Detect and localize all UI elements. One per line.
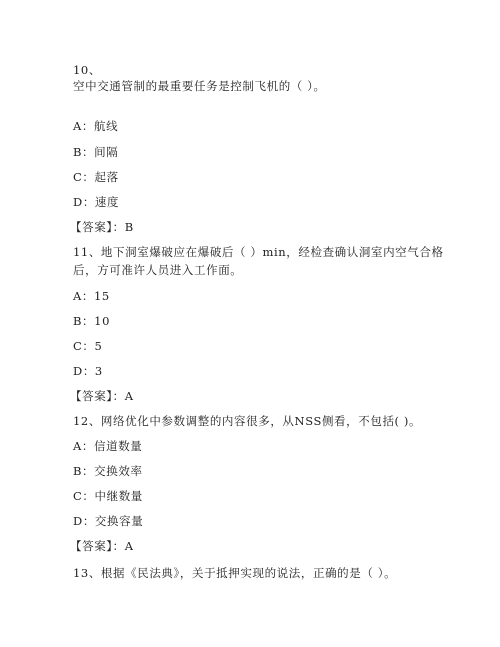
- question-10-option-d: D：速度: [73, 195, 120, 209]
- question-12-option-d: D：交换容量: [73, 514, 144, 528]
- question-10-option-c: C：起落: [73, 170, 119, 184]
- question-12-option-b: B：交换效率: [73, 464, 143, 478]
- question-12-option-c: C：中继数量: [73, 489, 143, 503]
- question-11-option-c: C：5: [73, 339, 103, 353]
- question-11-answer: 【答案】：A: [70, 389, 134, 403]
- question-12-option-a: A：信道数量: [73, 439, 143, 453]
- question-12-stem: 12、网络优化中参数调整的内容很多，从NSS侧看，不包括( )。: [73, 414, 422, 428]
- question-11-stem-line-2: 后，方可准许人员进入工作面。: [73, 263, 243, 277]
- question-11-option-a: A：15: [73, 289, 110, 303]
- question-11-stem-line-1: 11、地下洞室爆破应在爆破后（ ）min，经检查确认洞室内空气合格: [73, 245, 444, 259]
- question-10-answer: 【答案】：B: [70, 220, 134, 234]
- question-10-number: 10、: [73, 63, 101, 77]
- question-10-option-a: A：航线: [73, 119, 119, 133]
- question-12-answer: 【答案】：A: [70, 539, 134, 553]
- question-11-option-b: B：10: [73, 314, 110, 328]
- question-13-stem: 13、根据《民法典》，关于抵押实现的说法，正确的是（ ）。: [73, 566, 397, 580]
- question-10-stem: 空中交通管制的最重要任务是控制飞机的（ ）。: [73, 79, 326, 93]
- question-10-option-b: B：间隔: [73, 145, 119, 159]
- question-11-option-d: D：3: [73, 364, 103, 378]
